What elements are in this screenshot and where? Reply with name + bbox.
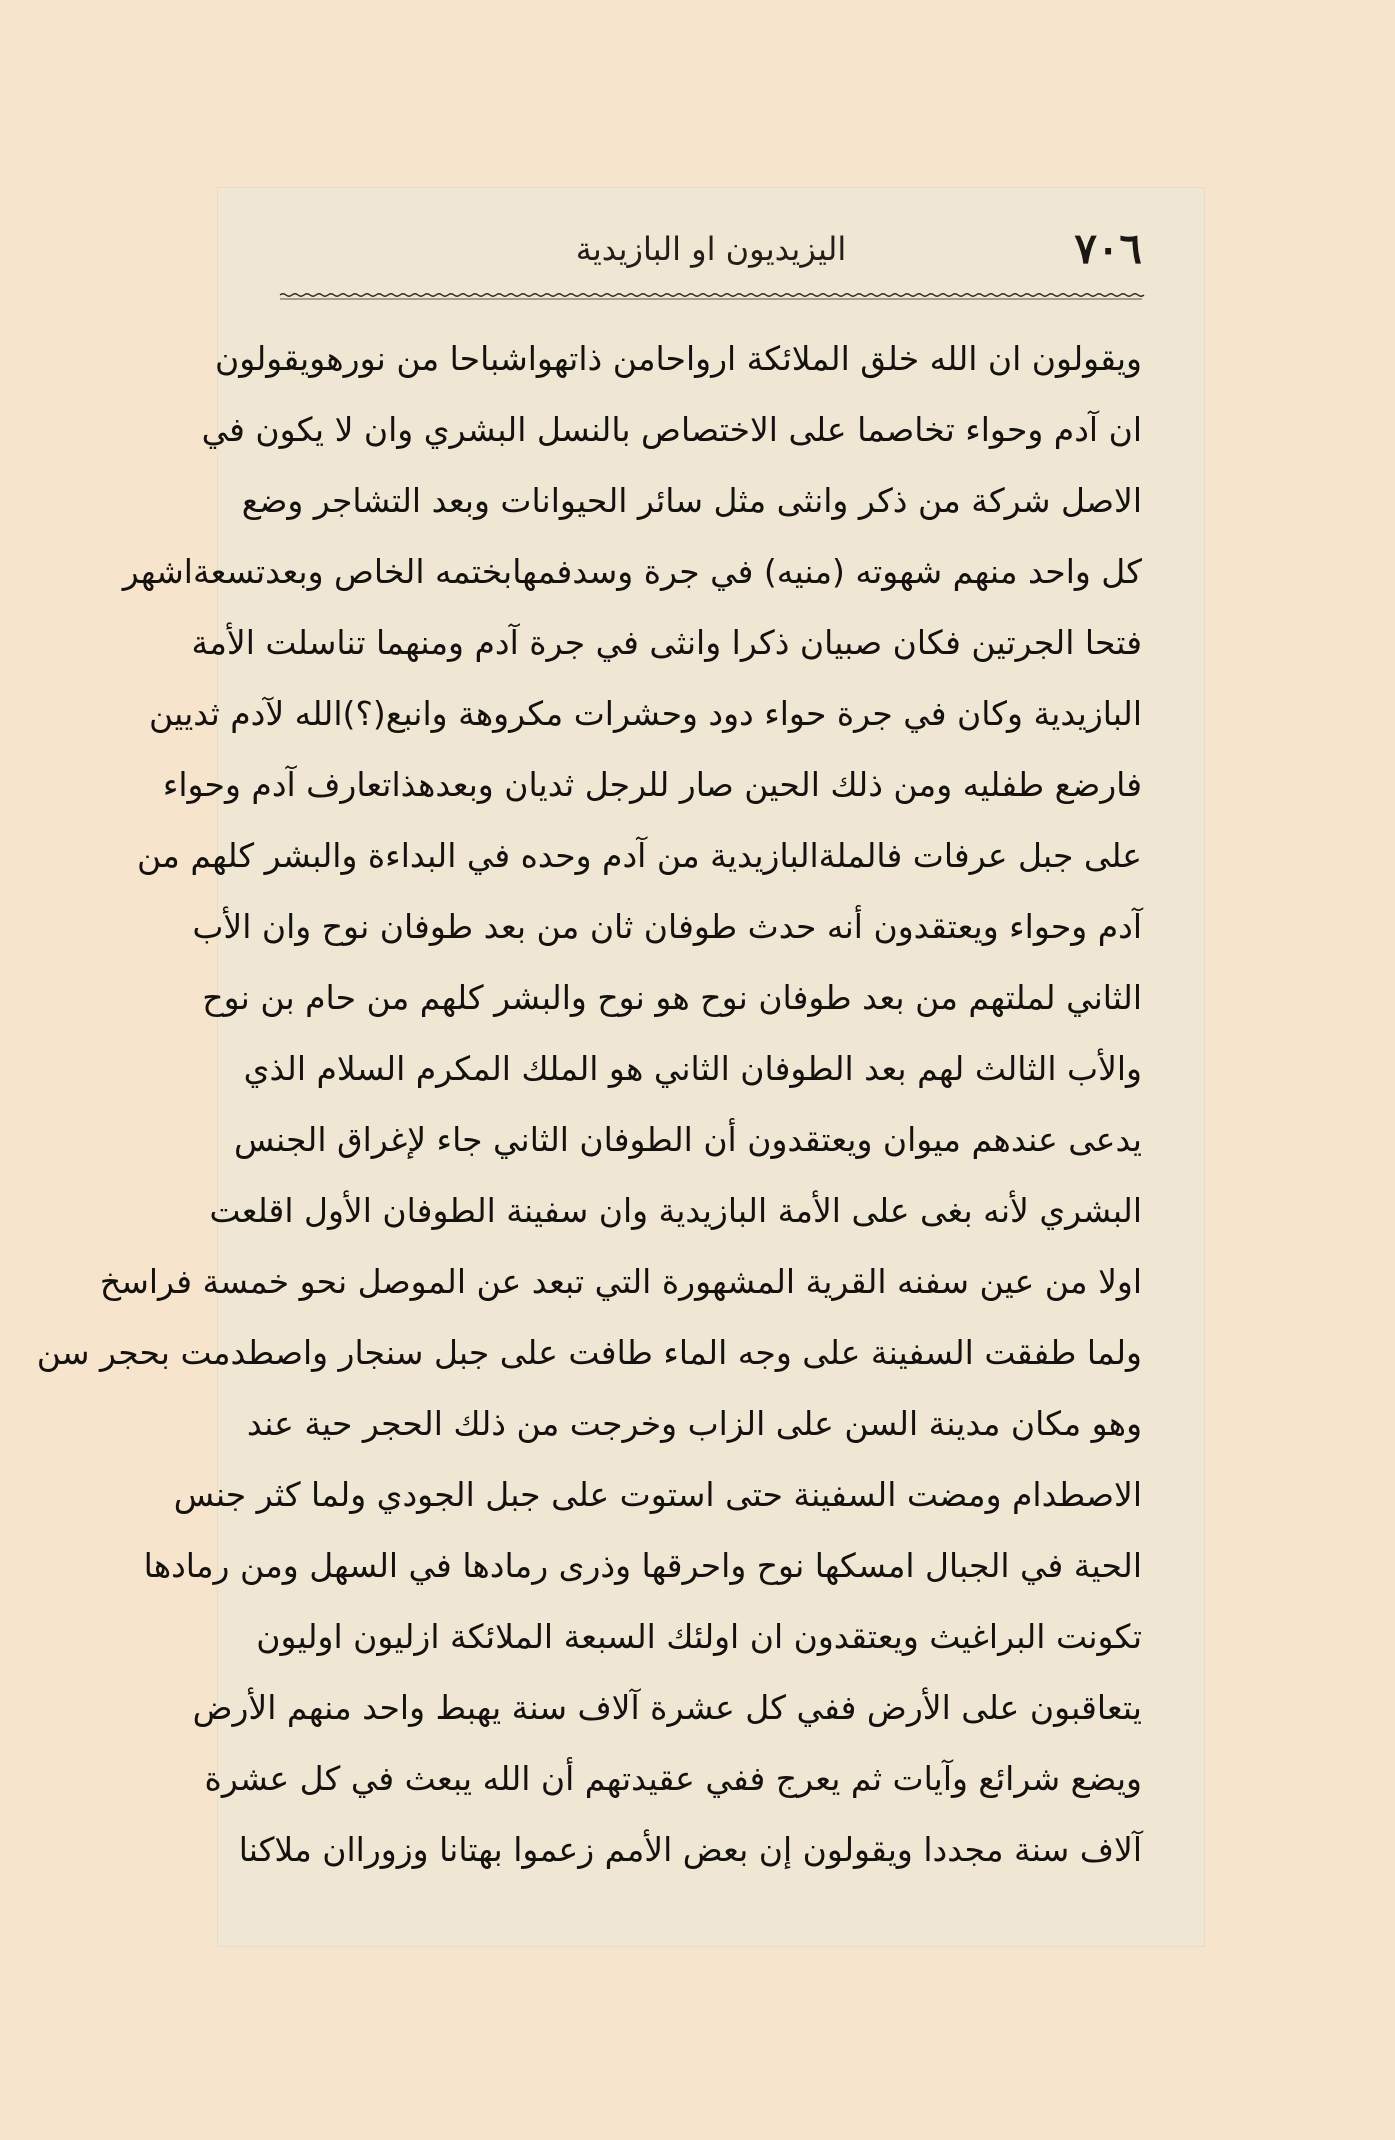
text-line: تكونت البراغيث ويعتقدون ان اولئك السبعة الملائكة ازليون اوليون <box>256 1617 1142 1656</box>
text-line: الثاني لملتهم من بعد طوفان نوح هو نوح والبشر كلهم من حام بن نوح <box>202 978 1142 1017</box>
body-text <box>36 323 1142 1885</box>
text-line: الحية في الجبال امسكها نوح واحرقها وذرى رمادها في السهل ومن رمادها <box>143 1546 1142 1585</box>
text-line: البازيدية وكان في جرة حواء دود وحشرات مكروهة وانبع(؟)الله لآدم ثديين <box>148 694 1142 733</box>
text-line: والأب الثالث لهم بعد الطوفان الثاني هو الملك المكرم السلام الذي <box>243 1049 1142 1088</box>
text-line: اولا من عين سفنه القرية المشهورة التي تبعد عن الموصل نحو خمسة فراسخ <box>99 1262 1142 1301</box>
text-line: على جبل عرفات فالملةالبازيدية من آدم وحده في البداءة والبشر كلهم من <box>137 836 1142 875</box>
book-page <box>36 188 1204 1946</box>
wavy-header-rule <box>280 292 1142 300</box>
page-number: ٧٠٦ <box>1074 224 1142 273</box>
text-line: يدعى عندهم ميوان ويعتقدون أن الطوفان الثاني جاء لإغراق الجنس <box>233 1120 1142 1159</box>
text-line: فتحا الجرتين فكان صبيان ذكرا وانثى في جرة آدم ومنهما تناسلت الأمة <box>191 623 1142 662</box>
text-line: يتعاقبون على الأرض ففي كل عشرة آلاف سنة يهبط واحد منهم الأرض <box>192 1688 1142 1727</box>
text-line: ان آدم وحواء تخاصما على الاختصاص بالنسل البشري وان لا يكون في <box>201 410 1142 449</box>
text-line: الاصل شركة من ذكر وانثى مثل سائر الحيوانات وبعد التشاجر وضع <box>241 481 1142 520</box>
text-line: وهو مكان مدينة السن على الزاب وخرجت من ذلك الحجر حية عند <box>246 1404 1142 1443</box>
page-header <box>280 218 1142 280</box>
text-line: الاصطدام ومضت السفينة حتى استوت على جبل الجودي ولما كثر جنس <box>173 1475 1142 1514</box>
text-line: ويضع شرائع وآيات ثم يعرج ففي عقيدتهم أن الله يبعث في كل عشرة <box>204 1759 1142 1798</box>
text-line: آدم وحواء ويعتقدون أنه حدث طوفان ثان من بعد طوفان نوح وان الأب <box>192 907 1142 946</box>
running-title: اليزيديون او البازيدية <box>575 230 847 268</box>
text-line: فارضع طفليه ومن ذلك الحين صار للرجل ثديان وبعدهذاتعارف آدم وحواء <box>162 765 1142 804</box>
text-line: كل واحد منهم شهوته (منيه) في جرة وسدفمهابختمه الخاص وبعدتسعةاشهر <box>122 552 1142 591</box>
text-line: ويقولون ان الله خلق الملائكة ارواحامن ذاتهواشباحا من نورهويقولون <box>214 339 1142 378</box>
text-line: البشري لأنه بغى على الأمة البازيدية وان سفينة الطوفان الأول اقلعت <box>209 1191 1142 1230</box>
text-line: ولما طفقت السفينة على وجه الماء طافت على جبل سنجار واصطدمت بحجر سن <box>36 1333 1142 1372</box>
text-line: آلاف سنة مجددا ويقولون إن بعض الأمم زعموا بهتانا وزوراان ملاكنا <box>238 1830 1142 1869</box>
wavy-rule-graphic <box>280 292 1142 300</box>
